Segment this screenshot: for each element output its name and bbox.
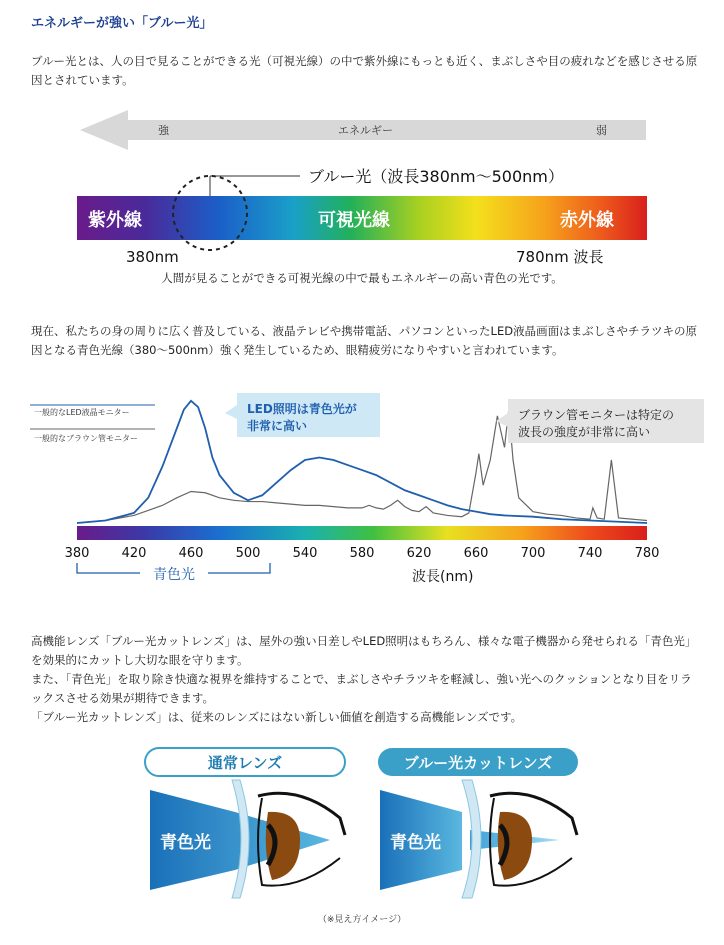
energy-label: エネルギー: [338, 124, 393, 137]
legend-crt: 一般的なブラウン管モニター: [34, 434, 138, 443]
x-tick-label: 780: [634, 546, 660, 561]
tick-780: 780nm 波長: [516, 248, 604, 265]
crt-callout-line1: ブラウン管モニターは特定の: [518, 408, 675, 422]
x-tick-label: 700: [520, 546, 546, 561]
x-tick-label: 460: [178, 546, 204, 561]
spectrum-figure: [0, 100, 724, 265]
chart-spectrum-strip: [77, 526, 647, 540]
legend-led: 一般的なLED液晶モニター: [34, 408, 130, 417]
spectrum-caption: 人間が見ることができる可視光線の中で最もエネルギーの高い青色の光です。: [161, 271, 563, 285]
cut-eye-iris: [498, 812, 532, 880]
led-callout-line1: LED照明は青色光が: [247, 402, 357, 416]
energy-strong-label: 強: [158, 124, 169, 137]
crt-callout-line2: 波長の強度が非常に高い: [518, 425, 651, 439]
energy-weak-label: 弱: [596, 124, 607, 137]
cut-blue-label: 青色光: [390, 833, 441, 853]
x-tick-label: 540: [292, 546, 318, 561]
tick-380: 380nm: [126, 248, 179, 265]
cut-lens-title: ブルー光カットレンズ: [403, 754, 553, 772]
blue-light-label: ブルー光（波長380nm〜500nm）: [308, 167, 564, 186]
visible-label: 可視光線: [318, 210, 390, 231]
intro-paragraph: ブルー光とは、人の目で見ることができる光（可視光線）の中で紫外線にもっとも近く、まぶしさや目の疲れなどを感じさせる原因とされています。: [31, 54, 698, 87]
uv-label: 紫外線: [88, 210, 142, 231]
spectrum-chart: [0, 385, 724, 595]
normal-blue-label: 青色光: [160, 833, 211, 853]
x-tick-label: 380: [64, 546, 90, 561]
x-tick-label: 660: [463, 546, 489, 561]
ir-label: 赤外線: [560, 210, 614, 231]
blue-range-label: 青色光: [153, 567, 195, 583]
lens-comparison: [0, 740, 724, 910]
normal-lens-title: 通常レンズ: [207, 754, 283, 772]
x-tick-label: 740: [577, 546, 603, 561]
x-axis-label: 波長(nm): [412, 569, 474, 585]
normal-eye-iris: [266, 812, 300, 880]
x-tick-label: 620: [406, 546, 432, 561]
paragraph-3: 高機能レンズ「ブルー光カットレンズ」は、屋外の強い日差しやLED照明はもちろん、様々な電子機器から発せられる「青色光」を効果的にカットし大切な眼を守ります。 また、「青色光」を取り除き快適な視界を維持することで、まぶしさやチラツキを軽減し、強い光へのクッションとなり目をリラックスさせる効果が期待できます。 「ブルー光カットレンズ」は、従来のレンズにはない新しい価値を創造する高機能レンズです。: [31, 634, 697, 724]
x-tick-label: 580: [349, 546, 375, 561]
x-tick-label: 500: [235, 546, 261, 561]
x-tick-label: 420: [121, 546, 147, 561]
paragraph-2: 現在、私たちの身の周りに広く普及している、液晶テレビや携帯電話、パソコンといったLED液晶画面はまぶしさやチラツキの原因となる青色光線（380〜500nm）強く発生しているため、眼精疲労になりやすいと言われています。: [31, 324, 698, 357]
page-title: エネルギーが強い「ブルー光」: [31, 16, 213, 31]
led-callout-line2: 非常に高い: [247, 419, 308, 433]
image-note: （※見え方イメージ）: [317, 915, 407, 925]
cut-lens: [462, 780, 481, 898]
